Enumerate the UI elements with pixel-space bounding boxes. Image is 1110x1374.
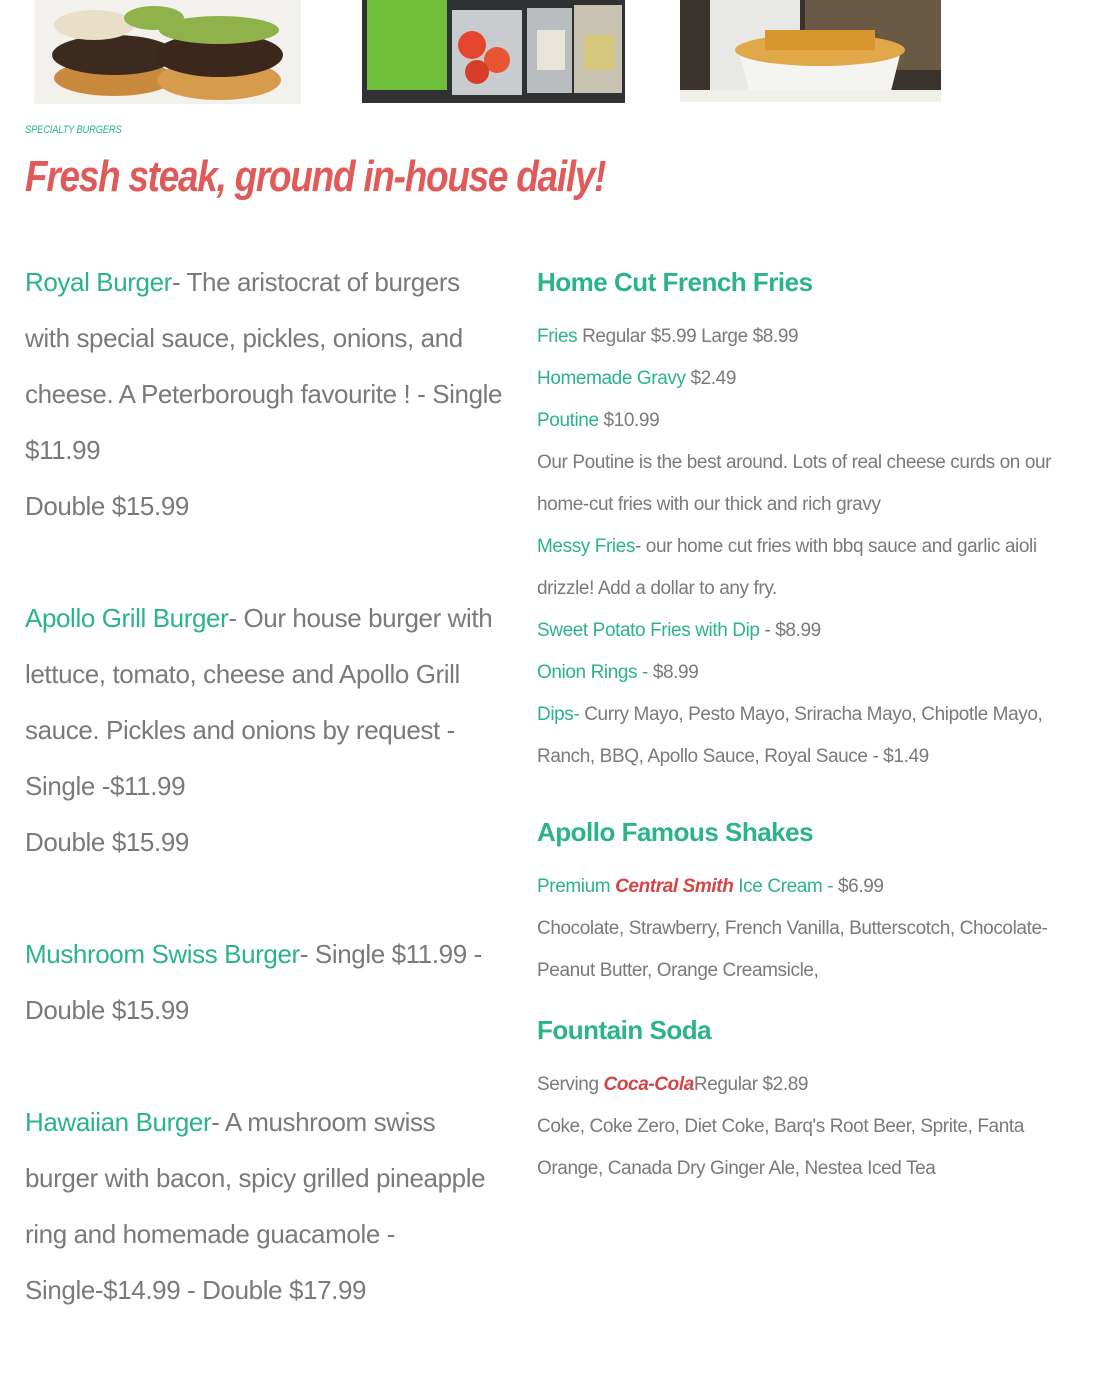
item-name: Hawaiian Burger xyxy=(25,1107,212,1137)
item-name: Premium xyxy=(537,876,616,897)
item-name: Mushroom Swiss Burger xyxy=(25,939,300,969)
menu-line-fries xyxy=(537,316,1092,358)
menu-line-soda xyxy=(537,1064,1092,1106)
soda-list: Coke, Coke Zero, Diet Coke, Barq's Root Beer, Sprite, Fanta Orange, Canada Dry Ginger Ale, Nestea Iced Tea xyxy=(537,1116,1024,1179)
item-name: Sweet Potato Fries with Dip xyxy=(537,620,760,641)
item-name-suffix: Ice Cream - xyxy=(733,876,834,897)
menu-line-gravy xyxy=(537,358,1092,400)
item-name: Homemade Gravy xyxy=(537,368,686,389)
item-extra: Double $15.99 xyxy=(25,827,189,857)
item-price: Regular $5.99 Large $8.99 xyxy=(577,326,799,347)
item-description: - Single $11.99 - Double $15.99 xyxy=(25,939,482,1025)
menu-line-onion-rings xyxy=(537,652,1092,694)
section-title-soda: Fountain Soda xyxy=(537,1015,712,1045)
burger-photo xyxy=(34,0,301,104)
item-name: Royal Burger xyxy=(25,267,172,297)
section-title-fries: Home Cut French Fries xyxy=(537,267,813,297)
section-kicker: SPECIALTY BURGERS xyxy=(25,124,122,136)
item-name: Onion Rings - xyxy=(537,662,648,683)
section-spacer xyxy=(537,992,1092,1010)
item-name: Dips- xyxy=(537,704,580,725)
burger-list xyxy=(25,254,505,1374)
item-price: $8.99 xyxy=(647,662,699,683)
menu-item-royal-burger xyxy=(25,254,505,534)
menu-item-apollo-grill-burger xyxy=(25,590,505,870)
menu-line-poutine xyxy=(537,400,1092,442)
menu-line-dips xyxy=(537,694,1092,778)
item-name: Messy Fries xyxy=(537,536,635,557)
central-smith-logo: Central Smith xyxy=(615,876,734,897)
item-description: - The aristocrat of burgers with special sauce, pickles, onions, and cheese. A Peterborough favourite ! - Single $11.99 xyxy=(25,267,503,465)
shake-flavours: Chocolate, Strawberry, French Vanilla, Butterscotch, Chocolate-Peanut Butter, Orange Creamsicle, xyxy=(537,918,1048,981)
item-extra: Double $15.99 xyxy=(25,491,189,521)
item-price: $2.49 xyxy=(685,368,736,389)
item-name: Fries xyxy=(537,326,578,347)
item-description: - Our house burger with lettuce, tomato, cheese and Apollo Grill sauce. Pickles and onions by request - Single -$11.99 xyxy=(25,603,493,801)
item-name: Poutine xyxy=(537,410,599,431)
sides-and-drinks xyxy=(537,262,1092,1190)
menu-item-mushroom-swiss-burger xyxy=(25,926,505,1038)
coca-cola-logo: Coca-Cola xyxy=(603,1074,694,1095)
fries-photo xyxy=(680,0,941,102)
menu-line-premium-shake xyxy=(537,866,1092,908)
item-name: Apollo Grill Burger xyxy=(25,603,229,633)
item-description: - A mushroom swiss burger with bacon, spicy grilled pineapple ring and homemade guacamole -Single-$14.99 - Double $17.99 xyxy=(25,1107,486,1305)
item-price: $10.99 xyxy=(598,410,660,431)
item-price: $6.99 xyxy=(833,876,884,897)
item-description: - our home cut fries with bbq sauce and garlic aioli drizzle! Add a dollar to any fry. xyxy=(537,536,1037,599)
serving-label: Serving xyxy=(537,1074,604,1095)
poutine-description: Our Poutine is the best around. Lots of real cheese curds on our home-cut fries with our thick and rich gravy xyxy=(537,452,1052,515)
item-price: Regular $2.89 xyxy=(693,1074,809,1095)
section-title-shakes: Apollo Famous Shakes xyxy=(537,817,814,847)
page-headline: Fresh steak, ground in-house daily! xyxy=(25,152,606,201)
salad-bar-photo xyxy=(362,0,625,103)
menu-item-hawaiian-burger xyxy=(25,1094,505,1318)
menu-line-messy-fries xyxy=(537,526,1092,610)
section-spacer xyxy=(537,778,1092,812)
photo-strip xyxy=(0,0,1110,104)
item-price: - $8.99 xyxy=(759,620,821,641)
item-description: Curry Mayo, Pesto Mayo, Sriracha Mayo, Chipotle Mayo, Ranch, BBQ, Apollo Sauce, Royal Sauce - $1.49 xyxy=(537,704,1043,767)
menu-line-sweet-potato xyxy=(537,610,1092,652)
